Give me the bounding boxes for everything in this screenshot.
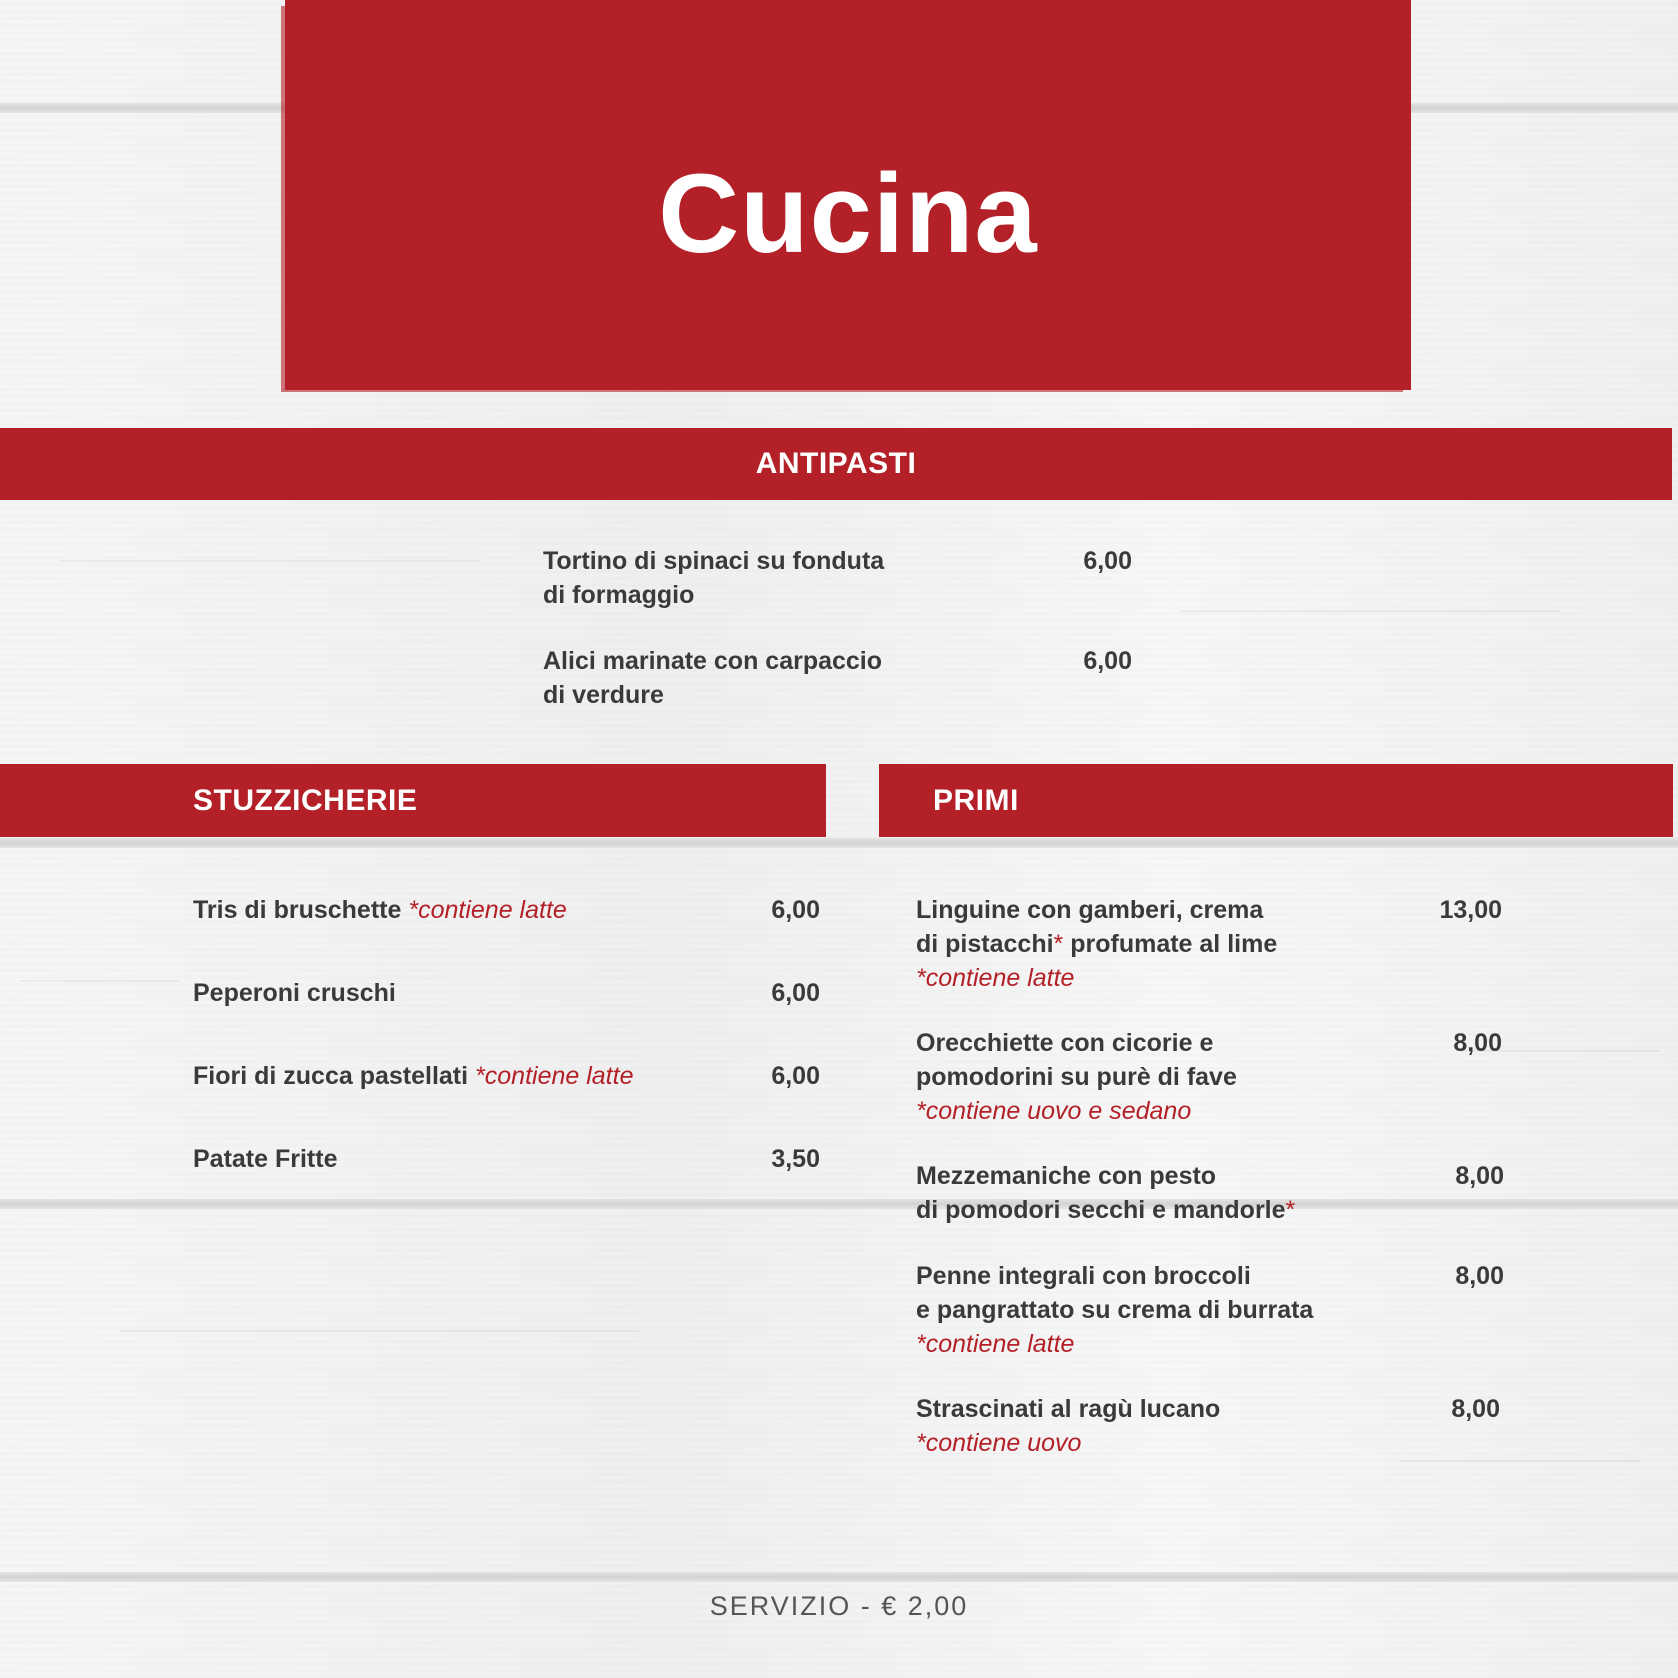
menu-item-name: Alici marinate con carpaccio di verdure	[543, 647, 883, 709]
plank-line	[0, 1199, 1678, 1209]
menu-item-price: 6,00	[771, 896, 820, 924]
title-banner	[285, 0, 1411, 390]
section-header-primi	[879, 764, 1673, 837]
menu-item-name: Linguine con gamberi, crema di pistacchi* profumate al lime *contiene latte	[916, 893, 1277, 995]
wood-grain	[20, 980, 180, 982]
menu-item-price: 6,00	[771, 979, 820, 1007]
section-label: STUZZICHERIE	[193, 783, 418, 817]
menu-item-name: Orecchiette con cicorie e pomodorini su purè di fave *contiene uovo e sedano	[916, 1026, 1237, 1128]
menu-item-name: Tris di bruschette *contiene latte	[193, 896, 567, 924]
menu-item-price: 8,00	[1451, 1395, 1500, 1423]
allergen-note: *contiene latte	[408, 896, 567, 924]
page-title: Cucina	[658, 150, 1038, 276]
allergen-note: *contiene uovo	[916, 1429, 1082, 1457]
allergen-note: *contiene latte	[916, 1330, 1075, 1358]
allergen-note: *contiene uovo e sedano	[916, 1097, 1192, 1125]
allergen-star: *	[1285, 1196, 1296, 1224]
wood-grain	[120, 1330, 640, 1332]
menu-item-name: Mezzemaniche con pesto di pomodori secchi e mandorle*	[916, 1162, 1296, 1224]
plank-line	[0, 838, 1678, 848]
plank-line	[0, 1572, 1678, 1582]
allergen-note: *contiene latte	[475, 1062, 634, 1090]
menu-item-price: 8,00	[1453, 1029, 1502, 1057]
menu-item-price: 13,00	[1439, 896, 1502, 924]
wood-grain	[1180, 610, 1560, 612]
section-header-stuzzicherie	[0, 764, 826, 837]
allergen-star: *	[1053, 930, 1064, 958]
menu-item-price: 3,50	[771, 1145, 820, 1173]
menu-item-name: Tortino di spinaci su fonduta di formaggio	[543, 547, 885, 609]
menu-item-name: Strascinati al ragù lucano *contiene uovo	[916, 1392, 1220, 1460]
menu-item-price: 8,00	[1455, 1162, 1504, 1190]
wood-grain	[60, 560, 480, 562]
menu-item-price: 6,00	[771, 1062, 820, 1090]
section-header-antipasti	[0, 428, 1672, 500]
menu-item-name: Patate Fritte	[193, 1145, 338, 1173]
section-label: PRIMI	[933, 783, 1019, 817]
menu-item-name: Penne integrali con broccoli e pangrattato su crema di burrata *contiene latte	[916, 1259, 1313, 1361]
allergen-note: *contiene latte	[916, 964, 1075, 992]
menu-item-price: 8,00	[1455, 1262, 1504, 1290]
service-charge-note: SERVIZIO - € 2,00	[709, 1591, 969, 1621]
menu-item-price: 6,00	[1083, 547, 1132, 575]
menu-item-price: 6,00	[1083, 647, 1132, 675]
band-brush-edge	[1060, 496, 1666, 499]
menu-item-name: Peperoni cruschi	[193, 979, 396, 1007]
menu-item-name: Fiori di zucca pastellati *contiene latte	[193, 1062, 634, 1090]
section-label: ANTIPASTI	[755, 447, 917, 480]
wood-grain	[1400, 1460, 1640, 1462]
